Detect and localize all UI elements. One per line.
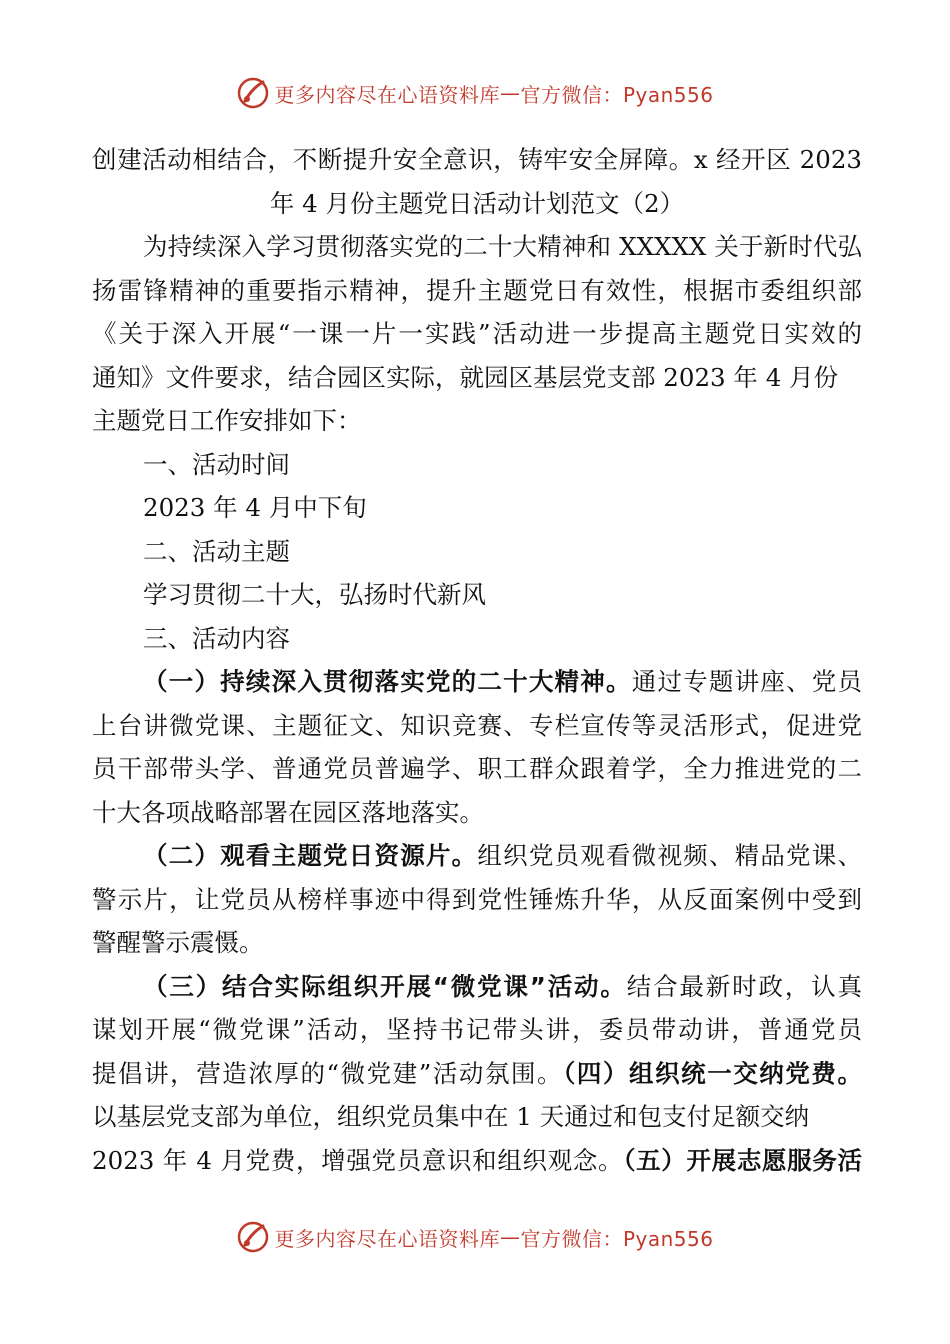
text-line: 上台讲微党课、主题征文、知识竞赛、专栏宣传等灵活形式，促进党 [92, 710, 862, 740]
watermark-account: 官方微信：Pyan556 [520, 82, 714, 107]
text-line: 员干部带头学、普通党员普遍学、职工群众跟着学，全力推进党的二 [92, 754, 862, 783]
watermark-header [0, 76, 950, 110]
text-line: 主题党日工作安排如下： [92, 406, 362, 435]
brush-logo-icon [236, 76, 270, 110]
content-item-3 [92, 965, 862, 1183]
text-line: 提倡讲，营造浓厚的“微党建”活动氛围。（四）组织统一交纳党费。 [92, 1058, 862, 1088]
section-heading-time: 一、活动时间 [143, 449, 290, 479]
content-item-2 [92, 834, 862, 965]
item-title: （三）结合实际组织开展“微党课”活动。 [143, 971, 627, 1001]
watermark-account: 官方微信：Pyan556 [520, 1226, 714, 1251]
brush-logo-icon [236, 1220, 270, 1254]
watermark-text: 更多内容尽在心语资料库 [274, 1226, 500, 1251]
activity-theme: 学习贯彻二十大，弘扬时代新风 [143, 580, 486, 609]
item-title: （二）观看主题党日资源片。 [143, 841, 478, 870]
item-title: （四）组织统一交纳党费。 [563, 1058, 862, 1088]
text-line: （三）结合实际组织开展“微党课”活动。结合最新时政，认真 [143, 971, 863, 1001]
text-line: 警醒警示震慑。 [92, 928, 264, 957]
section-heading-theme: 二、活动主题 [143, 536, 290, 566]
text-line: 《关于深入开展“一课一片一实践”活动进一步提高主题党日实效的 [92, 319, 862, 348]
text-line: 十大各项战略部署在园区落地落实。 [92, 797, 484, 827]
text-line: 谋划开展“微党课”活动，坚持书记带头讲，委员带动讲，普通党员 [92, 1015, 862, 1044]
text-line: 警示片，让党员从榜样事迹中得到党性锤炼升华，从反面案例中受到 [92, 884, 862, 914]
watermark-separator: — [499, 81, 521, 105]
section-heading-content: 三、活动内容 [143, 623, 290, 653]
text-line: 以基层党支部为单位，组织党员集中在 1 天通过和包支付足额交纳 [92, 1102, 810, 1131]
text-line: 为持续深入学习贯彻落实党的二十大精神和 XXXXX 关于新时代弘 [143, 232, 862, 261]
watermark-footer [0, 1220, 950, 1254]
item-title: （五）开展志愿服务活 [623, 1145, 863, 1175]
text-line: 扬雷锋精神的重要指示精神，提升主题党日有效性，根据市委组织部 [92, 275, 862, 305]
text-line: （二）观看主题党日资源片。组织党员观看微视频、精品党课、 [143, 841, 863, 870]
item-title: （一）持续深入贯彻落实党的二十大精神。 [143, 667, 632, 696]
document-body [92, 138, 862, 1182]
text-line: 通知》文件要求，结合园区实际，就园区基层党支部 2023 年 4 月份 [92, 362, 839, 392]
text-line: 2023 年 4 月党费，增强党员意识和组织观念。（五）开展志愿服务活 [92, 1145, 863, 1175]
intro-paragraph [92, 225, 862, 443]
content-item-1 [92, 660, 862, 834]
text-line: （一）持续深入贯彻落实党的二十大精神。通过专题讲座、党员 [143, 667, 863, 696]
text-line: 创建活动相结合，不断提升安全意识，铸牢安全屏障。x 经开区 2023 [92, 145, 862, 174]
watermark-text: 更多内容尽在心语资料库 [274, 82, 500, 107]
watermark-separator: — [499, 1225, 521, 1249]
document-title: 年 4 月份主题党日活动计划范文（2） [269, 188, 685, 218]
activity-time: 2023 年 4 月中下旬 [143, 493, 367, 522]
